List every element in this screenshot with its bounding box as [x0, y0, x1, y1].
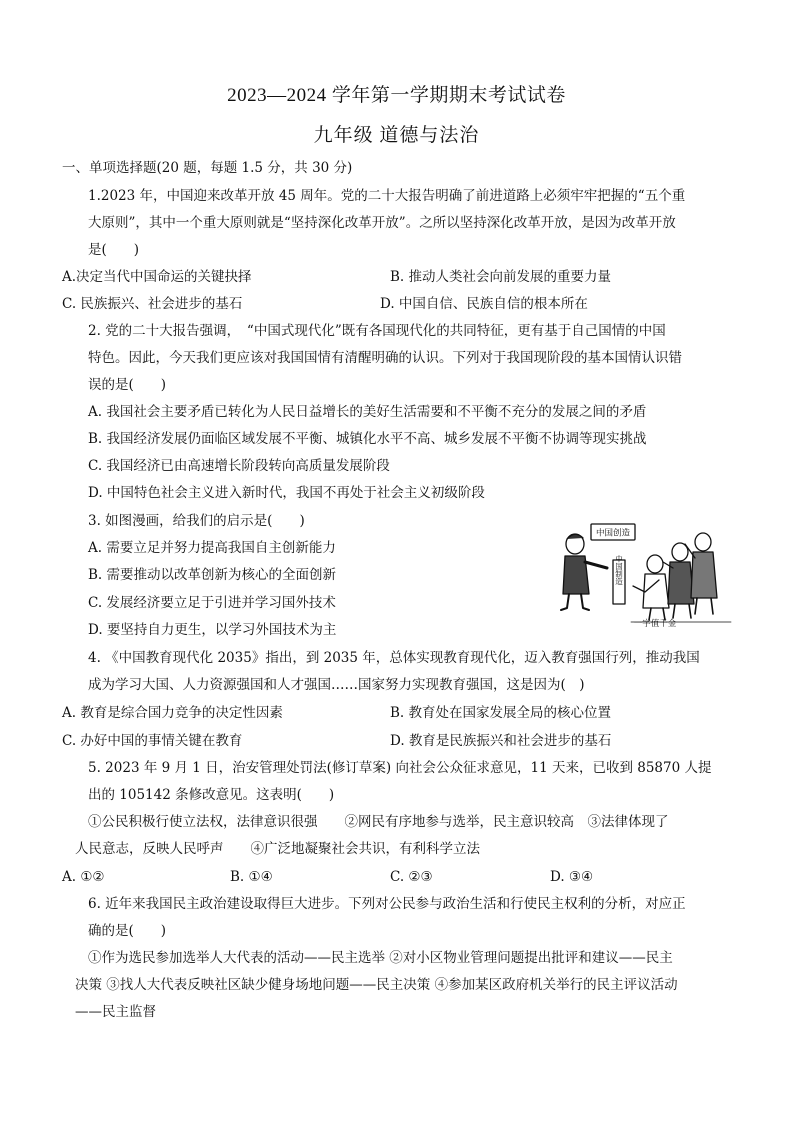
q2-option-c: C. 我国经济已由高速增长阶段转向高质量发展阶段	[88, 458, 390, 474]
q2-stem-line3: 误的是( )	[88, 377, 167, 393]
q4-option-c: C. 办好中国的事情关键在教育	[62, 733, 243, 749]
q3-stem: 3. 如图漫画，给我们的启示是( )	[88, 513, 305, 529]
q4-option-b: B. 教育处在国家发展全局的核心位置	[390, 705, 612, 721]
q3-option-c: C. 发展经济要立足于引进并学习国外技术	[88, 595, 336, 611]
q1-option-a: A.决定当代中国命运的关键抉择	[62, 269, 252, 285]
q1-stem-line3: 是( )	[88, 242, 140, 258]
q2-option-b: B. 我国经济发展仍面临区域发展不平衡、城镇化水平不高、城乡发展不平衡不协调等现实挑战	[88, 431, 647, 447]
comic-caption: 一字值千金	[633, 619, 677, 627]
q5-option-c: C. ②③	[390, 869, 433, 885]
q4-option-a: A. 教育是综合国力竞争的决定性因素	[62, 705, 283, 721]
q6-statements-line2: 决策 ③找人大代表反映社区缺少健身场地问题——民主决策 ④参加某区政府机关举行的民主评议活动	[75, 977, 678, 993]
q5-option-a: A. ①②	[62, 869, 105, 885]
section-heading: 一、单项选择题(20 题，每题 1.5 分，共 30 分)	[62, 160, 353, 176]
exam-subtitle: 九年级 道德与法治	[313, 125, 480, 146]
q5-option-d: D. ③④	[550, 869, 594, 885]
q3-option-a: A. 需要立足并努力提高我国自主创新能力	[88, 540, 336, 556]
q1-option-c: C. 民族振兴、社会进步的基石	[62, 296, 243, 312]
comic-sign-side: 中国制造	[614, 555, 624, 585]
q3-comic-image	[555, 522, 735, 627]
q4-stem-line2: 成为学习大国、人力资源强国和人才强国……国家努力实现教育强国，这是因为( )	[88, 677, 585, 693]
exam-title: 2023—2024 学年第一学期期末考试试卷	[227, 85, 566, 106]
q2-option-d: D. 中国特色社会主义进入新时代，我国不再处于社会主义初级阶段	[88, 485, 485, 501]
q3-option-b: B. 需要推动以改革创新为核心的全面创新	[88, 567, 337, 583]
q5-stem-line2: 出的 105142 条修改意见。这表明( )	[88, 787, 335, 803]
q4-option-d: D. 教育是民族振兴和社会进步的基石	[390, 733, 612, 749]
q5-statements-line1: ①公民积极行使立法权，法律意识很强 ②网民有序地参与选举，民主意识较高 ③法律体现了	[88, 814, 669, 830]
q3-option-d: D. 要坚持自力更生，以学习外国技术为主	[88, 622, 337, 638]
q4-stem-line1: 4. 《中国教育现代化 2035》指出，到 2035 年，总体实现教育现代化，迈入教育强国行列，推动我国	[88, 650, 700, 666]
q5-statements-line2: 人民意志，反映人民呼声 ④广泛地凝聚社会共识，有利科学立法	[75, 841, 480, 857]
q1-option-d: D. 中国自信、民族自信的根本所在	[380, 296, 588, 312]
q1-option-b: B. 推动人类社会向前发展的重要力量	[390, 269, 612, 285]
q2-stem-line2: 特色。因此，今天我们更应该对我国国情有清醒明确的认识。下列对于我国现阶段的基本国情认识错	[88, 350, 682, 366]
q2-stem-line1: 2. 党的二十大报告强调， “中国式现代化”既有各国现代化的共同特征，更有基于自己国情的中国	[88, 323, 666, 339]
q6-stem-line2: 确的是( )	[88, 923, 167, 939]
q1-stem-line2: 大原则”，其中一个重大原则就是“坚持深化改革开放”。之所以坚持深化改革开放，是因为改革开放	[88, 215, 676, 231]
q5-option-b: B. ①④	[230, 869, 273, 885]
q1-stem-line1: 1.2023 年，中国迎来改革开放 45 周年。党的二十大报告明确了前进道路上必须牢牢把握的“五个重	[88, 188, 686, 204]
q6-statements-line1: ①作为选民参加选举人大代表的活动——民主选举 ②对小区物业管理问题提出批评和建议——民主	[88, 950, 673, 966]
q6-statements-line3: ——民主监督	[75, 1004, 156, 1020]
q5-stem-line1: 5. 2023 年 9 月 1 日，治安管理处罚法(修订草案) 向社会公众征求意见，11 天来，已收到 85870 人提	[88, 760, 712, 776]
q6-stem-line1: 6. 近年来我国民主政治建设取得巨大进步。下列对公民参与政治生活和行使民主权利的分析，对应正	[88, 896, 686, 912]
comic-sign-top: 中国创造	[595, 528, 631, 539]
q2-option-a: A. 我国社会主要矛盾已转化为人民日益增长的美好生活需要和不平衡不充分的发展之间的矛盾	[88, 404, 647, 420]
